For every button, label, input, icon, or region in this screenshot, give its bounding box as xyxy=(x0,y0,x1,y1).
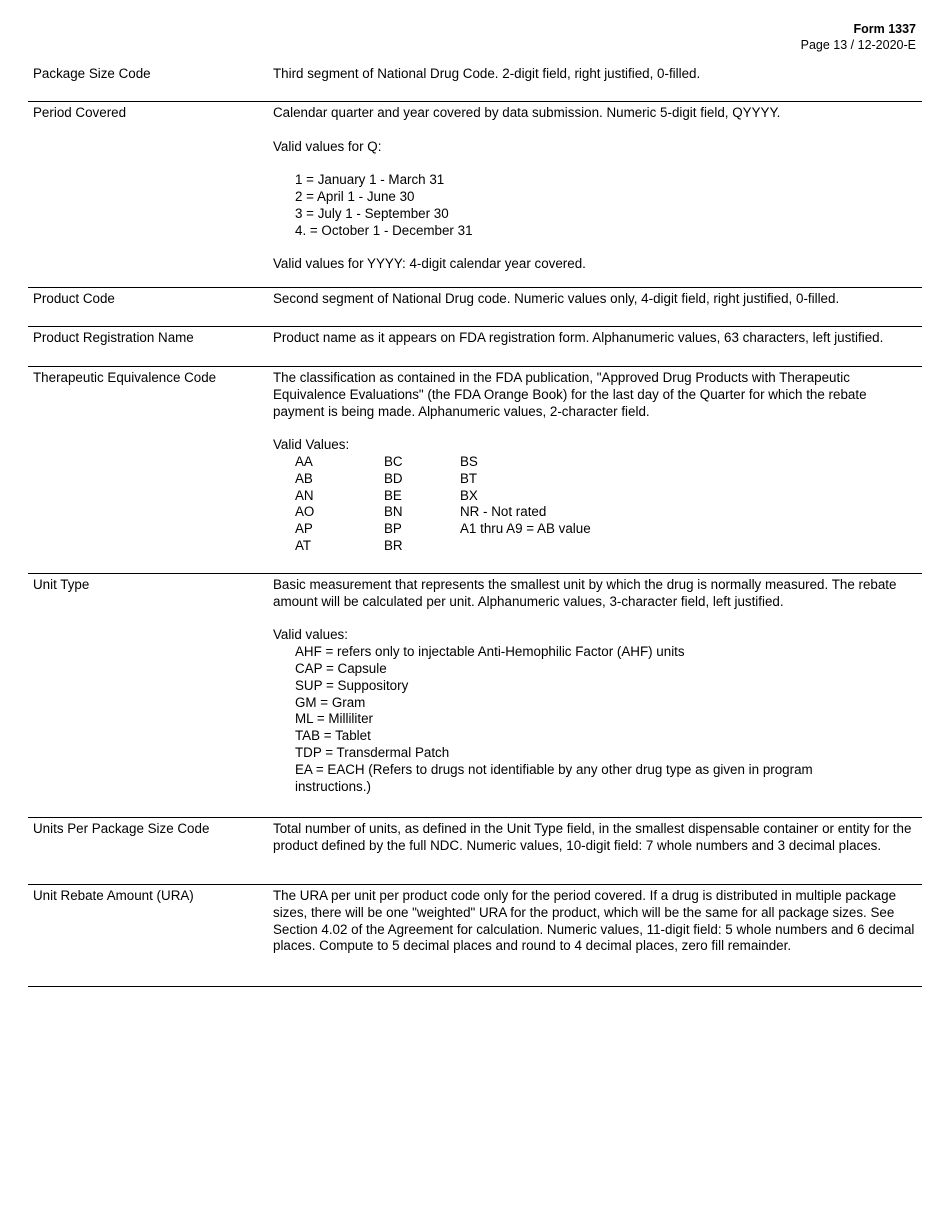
unit-type-value: CAP = Capsule xyxy=(295,660,387,676)
description-intro: Calendar quarter and year covered by data submission. Numeric 5-digit field, QYYYY. xyxy=(273,105,781,120)
field-label: Therapeutic Equivalence Code xyxy=(33,370,217,385)
row-product-code xyxy=(28,287,922,326)
description-intro: Basic measurement that represents the smallest unit by which the drug is normally measured. The rebate amount will be calculated per unit. Alphanumeric values, 3-character field, left justified. xyxy=(273,577,897,609)
te-code-value: NR - Not rated xyxy=(460,504,547,520)
unit-type-value: AHF = refers only to injectable Anti-Hemophilic Factor (AHF) units xyxy=(295,644,685,660)
quarter-value: 1 = January 1 - March 31 xyxy=(295,172,445,188)
field-label: Units Per Package Size Code xyxy=(33,821,210,836)
row-therapeutic-equivalence-code xyxy=(28,366,922,573)
te-code-value: BC xyxy=(384,453,403,469)
row-unit-rebate-amount xyxy=(28,884,922,987)
unit-type-values-list xyxy=(273,644,918,795)
te-code-value: BR xyxy=(384,537,403,553)
te-code-value: BX xyxy=(460,487,478,503)
unit-type-value: ML = Milliliter xyxy=(295,711,373,727)
page-header xyxy=(801,21,916,53)
unit-type-value: SUP = Suppository xyxy=(295,677,409,693)
te-code-value: BT xyxy=(460,470,478,486)
field-description: Product name as it appears on FDA registration form. Alphanumeric values, 63 characters, left justified. xyxy=(273,330,884,345)
row-unit-type xyxy=(28,573,922,817)
row-period-covered xyxy=(28,101,922,286)
te-code-value: BE xyxy=(384,487,402,503)
field-label: Package Size Code xyxy=(33,66,151,81)
field-description: The URA per unit per product code only for the period covered. If a drug is distributed in multiple package sizes, there will be one "weighted" URA for the product, which will be the same for all package sizes. See Section 4.02 of the Agreement for calculation. Numeric values, 11-digit field: 5 whole numbers and 6 decimal places. Compute to 5 decimal places and round to 4 decimal places, zero fill remainder. xyxy=(273,888,915,954)
row-units-per-package-size-code xyxy=(28,817,922,884)
quarter-values-list xyxy=(273,172,918,239)
unit-type-value: TAB = Tablet xyxy=(295,728,371,744)
field-label: Unit Type xyxy=(33,577,90,592)
field-description xyxy=(273,370,918,555)
quarter-value: 2 = April 1 - June 30 xyxy=(295,188,415,204)
unit-type-value: TDP = Transdermal Patch xyxy=(295,744,450,760)
field-label: Unit Rebate Amount (URA) xyxy=(33,888,194,903)
te-code-value xyxy=(460,538,918,555)
field-description xyxy=(273,105,918,273)
row-package-size-code xyxy=(28,66,922,100)
year-values-note: Valid values for YYYY: 4-digit calendar year covered. xyxy=(273,256,586,272)
page-number: Page 13 / 12-2020-E xyxy=(800,38,916,52)
te-code-value: BP xyxy=(384,521,402,537)
field-description: Total number of units, as defined in the Unit Type field, in the smallest dispensable container or entity for the product defined by the full NDC. Numeric values, 10-digit field: 7 whole numbers and 3 decimal places. xyxy=(273,821,912,853)
te-code-value: BS xyxy=(460,453,478,469)
te-code-value: A1 thru A9 = AB value xyxy=(460,521,591,537)
te-code-value: AO xyxy=(295,504,315,520)
valid-values-title: Valid values: xyxy=(273,627,348,643)
description-intro: The classification as contained in the FDA publication, "Approved Drug Products with Therapeutic Equivalence Evaluations" (the FDA Orange Book) for the last day of the Quarter for which the rebate payment is being made. Alphanumeric values, 2-character field. xyxy=(273,370,867,419)
row-product-registration-name xyxy=(28,326,922,365)
valid-values-title: Valid Values: xyxy=(273,437,350,453)
field-description: Third segment of National Drug Code. 2-digit field, right justified, 0-filled. xyxy=(273,66,701,81)
quarter-value: 4. = October 1 - December 31 xyxy=(295,222,473,238)
quarter-value: 3 = July 1 - September 30 xyxy=(295,205,449,221)
te-code-value: BN xyxy=(384,504,403,520)
field-description xyxy=(273,577,918,795)
te-code-value: AT xyxy=(295,537,312,553)
field-label: Product Registration Name xyxy=(33,330,194,345)
te-code-value: AB xyxy=(295,470,313,486)
unit-type-value: GM = Gram xyxy=(295,694,366,710)
field-description: Second segment of National Drug code. Numeric values only, 4-digit field, right justified, 0-filled. xyxy=(273,291,840,306)
te-code-value: AP xyxy=(295,521,313,537)
te-code-value: AN xyxy=(295,487,314,503)
quarter-values-title: Valid values for Q: xyxy=(273,138,382,154)
field-label: Product Code xyxy=(33,291,115,306)
te-code-value: BD xyxy=(384,470,403,486)
form-number: Form 1337 xyxy=(853,22,916,36)
te-code-values-grid xyxy=(273,454,918,555)
unit-type-value: EA = EACH (Refers to drugs not identifiable by any other drug type as given in program instructions.) xyxy=(295,761,813,794)
te-code-value: AA xyxy=(295,453,313,469)
field-label: Period Covered xyxy=(33,105,127,120)
